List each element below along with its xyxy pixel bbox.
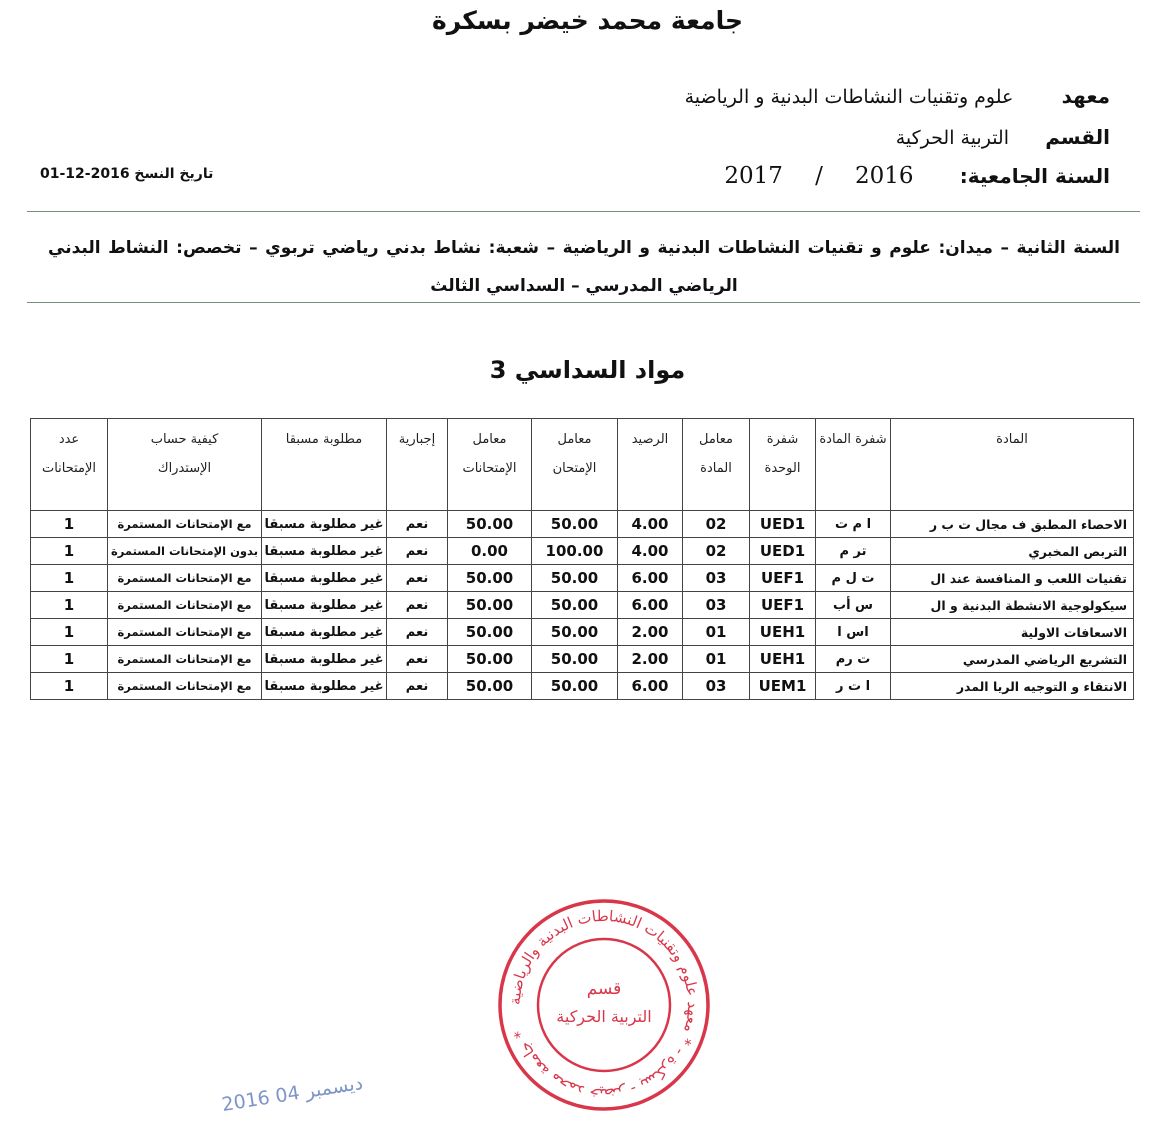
program-description: السنة الثانية – ميدان: علوم و تقنيات النشاطات البدنية و الرياضية – شعبة: نشاط بدني رياضي تربوي – تخصص: النشاط البدني الرياضي المدرسي – السداسي الثالث — [48, 238, 1120, 296]
cell-subject-code: س أب — [816, 592, 891, 619]
stamp-center-line2: التربية الحركية — [556, 1007, 652, 1026]
cell-subject-code: ت رم — [816, 646, 891, 673]
cell-subject: التشريع الرياضي المدرسي — [891, 646, 1134, 673]
header-exam-count: عدد الإمتحانات — [31, 419, 108, 511]
cell-subject-code: ا ت ر — [816, 673, 891, 700]
table-row — [31, 673, 1134, 700]
cell-makeup-method: مع الإمتحانات المستمرة — [108, 565, 262, 592]
cell-exam-coef: 50.00 — [532, 565, 618, 592]
semester-title: مواد السداسي 3 — [489, 356, 686, 384]
cell-coefficient: 03 — [683, 592, 750, 619]
cell-unit-code: UEM1 — [750, 673, 816, 700]
cell-exam-count: 1 — [31, 619, 108, 646]
table-row — [31, 511, 1134, 538]
cell-prerequisite: غير مطلوبة مسبقا — [262, 511, 387, 538]
table-header-row — [31, 419, 1134, 511]
cell-coefficient: 03 — [683, 565, 750, 592]
cell-subject: الانتقاء و التوجيه الريا المدر — [891, 673, 1134, 700]
year-start: 2016 — [855, 163, 914, 189]
cell-exam-count: 1 — [31, 538, 108, 565]
cell-coefficient: 01 — [683, 619, 750, 646]
cell-prerequisite: غير مطلوبة مسبقا — [262, 673, 387, 700]
cell-exams-coef: 50.00 — [448, 619, 532, 646]
cell-prerequisite: غير مطلوبة مسبقا — [262, 538, 387, 565]
year-end: 2017 — [724, 163, 783, 189]
institute-value: علوم وتقنيات النشاطات البدنية و الرياضية — [684, 86, 1014, 108]
header-makeup-method: كيفية حساب الإستدراك — [108, 419, 262, 511]
table-row — [31, 538, 1134, 565]
cell-makeup-method: بدون الإمتحانات المستمرة — [108, 538, 262, 565]
cell-subject-code: اس ا — [816, 619, 891, 646]
official-stamp — [497, 898, 711, 1112]
cell-coefficient: 02 — [683, 511, 750, 538]
cell-mandatory: نعم — [387, 592, 448, 619]
cell-prerequisite: غير مطلوبة مسبقا — [262, 592, 387, 619]
cell-exam-coef: 50.00 — [532, 619, 618, 646]
cell-exam-count: 1 — [31, 673, 108, 700]
stamp-outer-ring — [500, 901, 708, 1109]
cell-unit-code: UED1 — [750, 511, 816, 538]
cell-makeup-method: مع الإمتحانات المستمرة — [108, 646, 262, 673]
department-row — [896, 125, 1110, 149]
cell-prerequisite: غير مطلوبة مسبقا — [262, 619, 387, 646]
cell-exams-coef: 50.00 — [448, 673, 532, 700]
table-row — [31, 619, 1134, 646]
cell-credit: 2.00 — [618, 619, 683, 646]
header-prerequisite: مطلوبة مسبقا — [262, 419, 387, 511]
cell-exams-coef: 50.00 — [448, 646, 532, 673]
cell-credit: 6.00 — [618, 565, 683, 592]
cell-exams-coef: 50.00 — [448, 565, 532, 592]
cell-subject: سيكولوجية الانشطة البدنية و ال — [891, 592, 1134, 619]
cell-prerequisite: غير مطلوبة مسبقا — [262, 646, 387, 673]
university-name: جامعة محمد خيضر بسكرة — [431, 6, 744, 35]
cell-makeup-method: مع الإمتحانات المستمرة — [108, 511, 262, 538]
cell-coefficient: 03 — [683, 673, 750, 700]
header-credit: الرصيد — [618, 419, 683, 511]
cell-exam-count: 1 — [31, 511, 108, 538]
date-stamp: 2016 ديسمبر 04 — [220, 1071, 365, 1117]
header-subject-code: شفرة المادة — [816, 419, 891, 511]
cell-coefficient: 01 — [683, 646, 750, 673]
header-unit-code: شفرة الوحدة — [750, 419, 816, 511]
cell-exams-coef: 50.00 — [448, 592, 532, 619]
table-row — [31, 565, 1134, 592]
cell-credit: 4.00 — [618, 511, 683, 538]
bottom-divider — [27, 302, 1140, 303]
cell-credit: 6.00 — [618, 592, 683, 619]
header-exam-coef: معامل الإمتحان — [532, 419, 618, 511]
top-divider — [27, 211, 1140, 212]
cell-unit-code: UEH1 — [750, 646, 816, 673]
institute-row — [685, 84, 1110, 108]
cell-unit-code: UED1 — [750, 538, 816, 565]
cell-makeup-method: مع الإمتحانات المستمرة — [108, 673, 262, 700]
cell-prerequisite: غير مطلوبة مسبقا — [262, 565, 387, 592]
cell-exam-count: 1 — [31, 565, 108, 592]
cell-credit: 6.00 — [618, 673, 683, 700]
cell-unit-code: UEF1 — [750, 565, 816, 592]
cell-subject: التربص المخبري — [891, 538, 1134, 565]
cell-exam-count: 1 — [31, 646, 108, 673]
cell-makeup-method: مع الإمتحانات المستمرة — [108, 619, 262, 646]
cell-exams-coef: 50.00 — [448, 511, 532, 538]
header-coefficient: معامل المادة — [683, 419, 750, 511]
department-label: القسم — [1045, 125, 1110, 149]
cell-credit: 2.00 — [618, 646, 683, 673]
cell-subject-code: ت ل م — [816, 565, 891, 592]
cell-mandatory: نعم — [387, 673, 448, 700]
cell-mandatory: نعم — [387, 538, 448, 565]
subjects-table — [30, 418, 1134, 700]
cell-exam-coef: 50.00 — [532, 673, 618, 700]
header-subject: المادة — [891, 419, 1134, 511]
cell-subject: الاسعافات الاولية — [891, 619, 1134, 646]
year-separator: / — [815, 163, 823, 189]
cell-unit-code: UEF1 — [750, 592, 816, 619]
stamp-center-line1: قسم — [586, 979, 622, 999]
cell-subject: الاحصاء المطبق ف مجال ت ب ر — [891, 511, 1134, 538]
table-row — [31, 592, 1134, 619]
academic-year-row — [724, 163, 1110, 189]
cell-unit-code: UEH1 — [750, 619, 816, 646]
cell-mandatory: نعم — [387, 646, 448, 673]
cell-makeup-method: مع الإمتحانات المستمرة — [108, 592, 262, 619]
department-value: التربية الحركية — [895, 127, 1010, 149]
cell-mandatory: نعم — [387, 619, 448, 646]
table-row — [31, 646, 1134, 673]
cell-coefficient: 02 — [683, 538, 750, 565]
copy-date: تاريخ النسخ 2016-12-01 — [40, 166, 214, 182]
institute-label: معهد — [1061, 84, 1110, 108]
cell-subject-code: تر م — [816, 538, 891, 565]
cell-exams-coef: 0.00 — [448, 538, 532, 565]
cell-subject-code: ا م ت — [816, 511, 891, 538]
cell-exam-coef: 100.00 — [532, 538, 618, 565]
cell-mandatory: نعم — [387, 511, 448, 538]
header-exams-coef: معامل الإمتحانات — [448, 419, 532, 511]
academic-year-label: السنة الجامعية: — [959, 164, 1110, 188]
header-mandatory: إجبارية — [387, 419, 448, 511]
stamp-inner-ring — [538, 939, 670, 1071]
cell-exam-count: 1 — [31, 592, 108, 619]
cell-credit: 4.00 — [618, 538, 683, 565]
cell-exam-coef: 50.00 — [532, 646, 618, 673]
cell-mandatory: نعم — [387, 565, 448, 592]
stamp-ring-text: جامعة محمد خيضر - بسكرة - * معهد علوم وتقنيات النشاطات البدنية والرياضية * — [505, 906, 703, 1104]
cell-exam-coef: 50.00 — [532, 511, 618, 538]
cell-exam-coef: 50.00 — [532, 592, 618, 619]
cell-subject: تقنيات اللعب و المنافسة عند ال — [891, 565, 1134, 592]
